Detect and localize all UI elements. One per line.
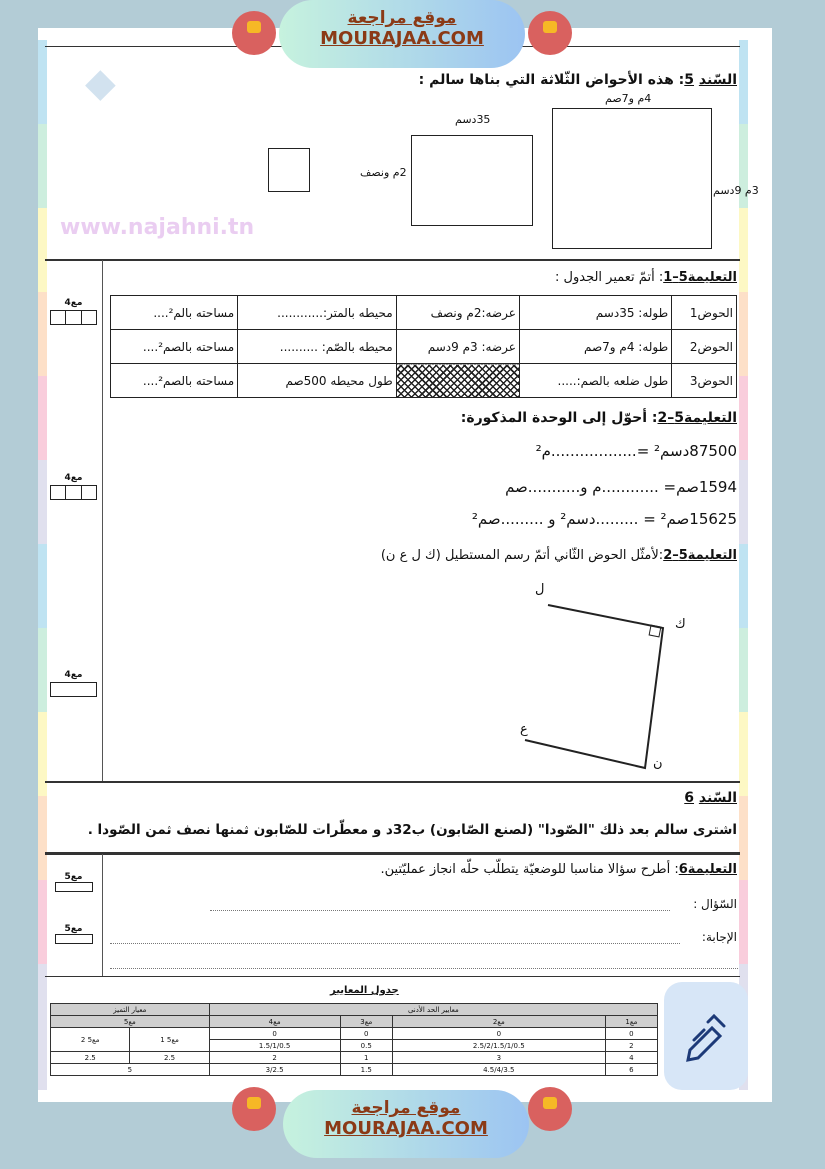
- table-cell: مساحته بالصم²....: [111, 364, 238, 398]
- table-cell: مساحته بالم²....: [111, 296, 238, 330]
- score-cells[interactable]: [55, 882, 93, 892]
- cell: 2: [209, 1052, 340, 1064]
- cell: 3: [392, 1052, 605, 1064]
- header-cell: مع4: [209, 1016, 340, 1028]
- conversion-line-1: 87500دسم² =..................م²: [535, 442, 737, 460]
- cell: 4: [605, 1052, 657, 1064]
- cell: مع5 1: [130, 1028, 209, 1052]
- score-label: مع4: [64, 670, 83, 680]
- table-row: [111, 330, 737, 364]
- cell: 1.5/1/0.5: [209, 1040, 340, 1052]
- table-cell: محيطه بالمتر:............: [238, 296, 397, 330]
- vertex-k: ك: [675, 617, 686, 632]
- cell: 0: [392, 1028, 605, 1040]
- basin2-length-label: 4م و7صم: [605, 92, 652, 105]
- cell: 0: [340, 1028, 392, 1040]
- site-logo-icon: [232, 1087, 276, 1131]
- conversion-line-2: 1594صم= ............م و...........صم: [505, 478, 737, 496]
- site-logo-icon: [232, 11, 276, 55]
- table-cell: مساحته بالصم²....: [111, 330, 238, 364]
- vertex-a: ع: [520, 722, 528, 737]
- banner-arabic: موقع مراجعة: [347, 8, 457, 28]
- answer-label: الإجابة:: [701, 930, 737, 944]
- table-cell: عرضه:2م ونصف: [396, 296, 519, 330]
- cell: 4.5/4/3.5: [392, 1064, 605, 1076]
- question-answer-line[interactable]: [210, 910, 670, 911]
- margin-column-line: [102, 260, 103, 782]
- site-logo-icon: [528, 1087, 572, 1131]
- table-cell: طول ضلعه بالصم:.....: [519, 364, 671, 398]
- cell: 2.5: [51, 1052, 130, 1064]
- basin2-rectangle: [552, 108, 712, 249]
- table-cell: محيطه بالصّم: ..........: [238, 330, 397, 364]
- pen-icon: [664, 982, 748, 1090]
- score-label: مع4: [64, 298, 83, 308]
- banner-latin: MOURAJAA.COM: [324, 1118, 488, 1139]
- basin3-square: [268, 148, 310, 192]
- basin2-width-label: 3م 9دسم: [713, 184, 759, 197]
- table-row: [111, 364, 737, 398]
- cell: 2.5/2/1.5/1/0.5: [392, 1040, 605, 1052]
- vertex-n: ن: [653, 756, 663, 771]
- rectangle-construction: [500, 580, 690, 780]
- score-box-4: [50, 872, 97, 892]
- cell: 5: [51, 1064, 210, 1076]
- task53-heading: التعليمة5–2:لأمثّل الحوض الثّاني أتمّ رسم المستطيل (ك ل ع ن): [380, 548, 737, 563]
- section-divider: [45, 852, 740, 855]
- edit-button[interactable]: [664, 982, 748, 1090]
- task51-heading: التعليمة5–1: أتمّ تعمير الجدول :: [555, 270, 737, 285]
- basin1-rectangle: [411, 135, 533, 226]
- cell: 1: [340, 1052, 392, 1064]
- score-label: مع5: [64, 872, 83, 882]
- top-site-banner[interactable]: [279, 0, 525, 68]
- basins-table: [110, 295, 737, 398]
- banner-arabic: موقع مراجعة: [351, 1098, 461, 1118]
- cell: 1.5: [340, 1064, 392, 1076]
- cell: مع5 2: [51, 1028, 130, 1052]
- cell: 3/2.5: [209, 1064, 340, 1076]
- banner-latin: MOURAJAA.COM: [320, 28, 484, 49]
- score-box-3: [50, 670, 97, 697]
- cell: 0: [209, 1028, 340, 1040]
- cell: 0: [605, 1028, 657, 1040]
- score-box-5: [50, 924, 97, 944]
- score-label: مع4: [64, 473, 83, 483]
- decorative-border-right: [38, 40, 47, 1090]
- bottom-site-banner[interactable]: [283, 1090, 529, 1158]
- table-cell: طول محيطه 500صم: [238, 364, 397, 398]
- table-cell: عرضه: 3م 9دسم: [396, 330, 519, 364]
- sanad6-title: السّند 6: [684, 790, 737, 806]
- conversion-line-3: 15625صم² = .........دسم² و .........صم²: [471, 510, 737, 528]
- score-box-1: [50, 298, 97, 325]
- score-cells[interactable]: [50, 310, 97, 325]
- cell: 2: [605, 1040, 657, 1052]
- cell: 2.5: [130, 1052, 209, 1064]
- najahni-watermark-icon: ◆: [85, 60, 116, 106]
- hatched-cell: [396, 364, 519, 398]
- table-cell: الحوض2: [672, 330, 737, 364]
- criteria-title: جدول المعايير: [330, 985, 399, 996]
- header-cell: معيار التميز: [51, 1004, 210, 1016]
- sanad6-text: اشترى سالم بعد ذلك "الصّودا" (لصنع الصّابون) ب32د و معطّرات للصّابون ثمنها نصف ثمن الصّودا .: [87, 822, 737, 838]
- header-cell: مع1: [605, 1016, 657, 1028]
- section-divider: [45, 976, 740, 977]
- url-watermark: www.najahni.tn: [60, 215, 255, 240]
- score-box-2: [50, 473, 97, 500]
- sanad5-title: السّند 5: هذه الأحواض الثّلاثة التي بناها سالم :: [418, 72, 737, 88]
- score-cells[interactable]: [55, 934, 93, 944]
- basin1-length-label: 35دسم: [455, 113, 491, 126]
- decorative-border-left: [739, 40, 748, 1090]
- answer-line-2[interactable]: [110, 968, 738, 969]
- score-label: مع5: [64, 924, 83, 934]
- criteria-table: [50, 1003, 658, 1076]
- header-cell: مع2: [392, 1016, 605, 1028]
- header-cell: مع5: [51, 1016, 210, 1028]
- cell: 6: [605, 1064, 657, 1076]
- answer-line-1[interactable]: [110, 943, 680, 944]
- table-cell: الحوض3: [672, 364, 737, 398]
- score-cells[interactable]: [50, 485, 97, 500]
- rectangle-sides: [525, 605, 663, 768]
- header-cell: معايير الحد الأدنى: [209, 1004, 657, 1016]
- site-logo-icon: [528, 11, 572, 55]
- question-label: السّؤال :: [693, 897, 737, 911]
- vertex-l: ل: [535, 582, 545, 597]
- table-cell: طوله: 35دسم: [519, 296, 671, 330]
- section-divider: [45, 259, 740, 261]
- basin1-width-label: 2م ونصف: [360, 166, 407, 179]
- task52-heading: التعليمة5–2: أحوّل إلى الوحدة المذكورة:: [460, 410, 737, 426]
- header-cell: مع3: [340, 1016, 392, 1028]
- table-cell: الحوض1: [672, 296, 737, 330]
- cell: 0.5: [340, 1040, 392, 1052]
- section-divider: [45, 781, 740, 783]
- margin-column-line: [102, 854, 103, 976]
- table-cell: طوله: 4م و7صم: [519, 330, 671, 364]
- task6-heading: التعليمة6: أطرح سؤالا مناسبا للوضعيّة يتطلّب حلّه انجاز عمليّتين.: [380, 862, 737, 877]
- table-row: [111, 296, 737, 330]
- score-cells[interactable]: [50, 682, 97, 697]
